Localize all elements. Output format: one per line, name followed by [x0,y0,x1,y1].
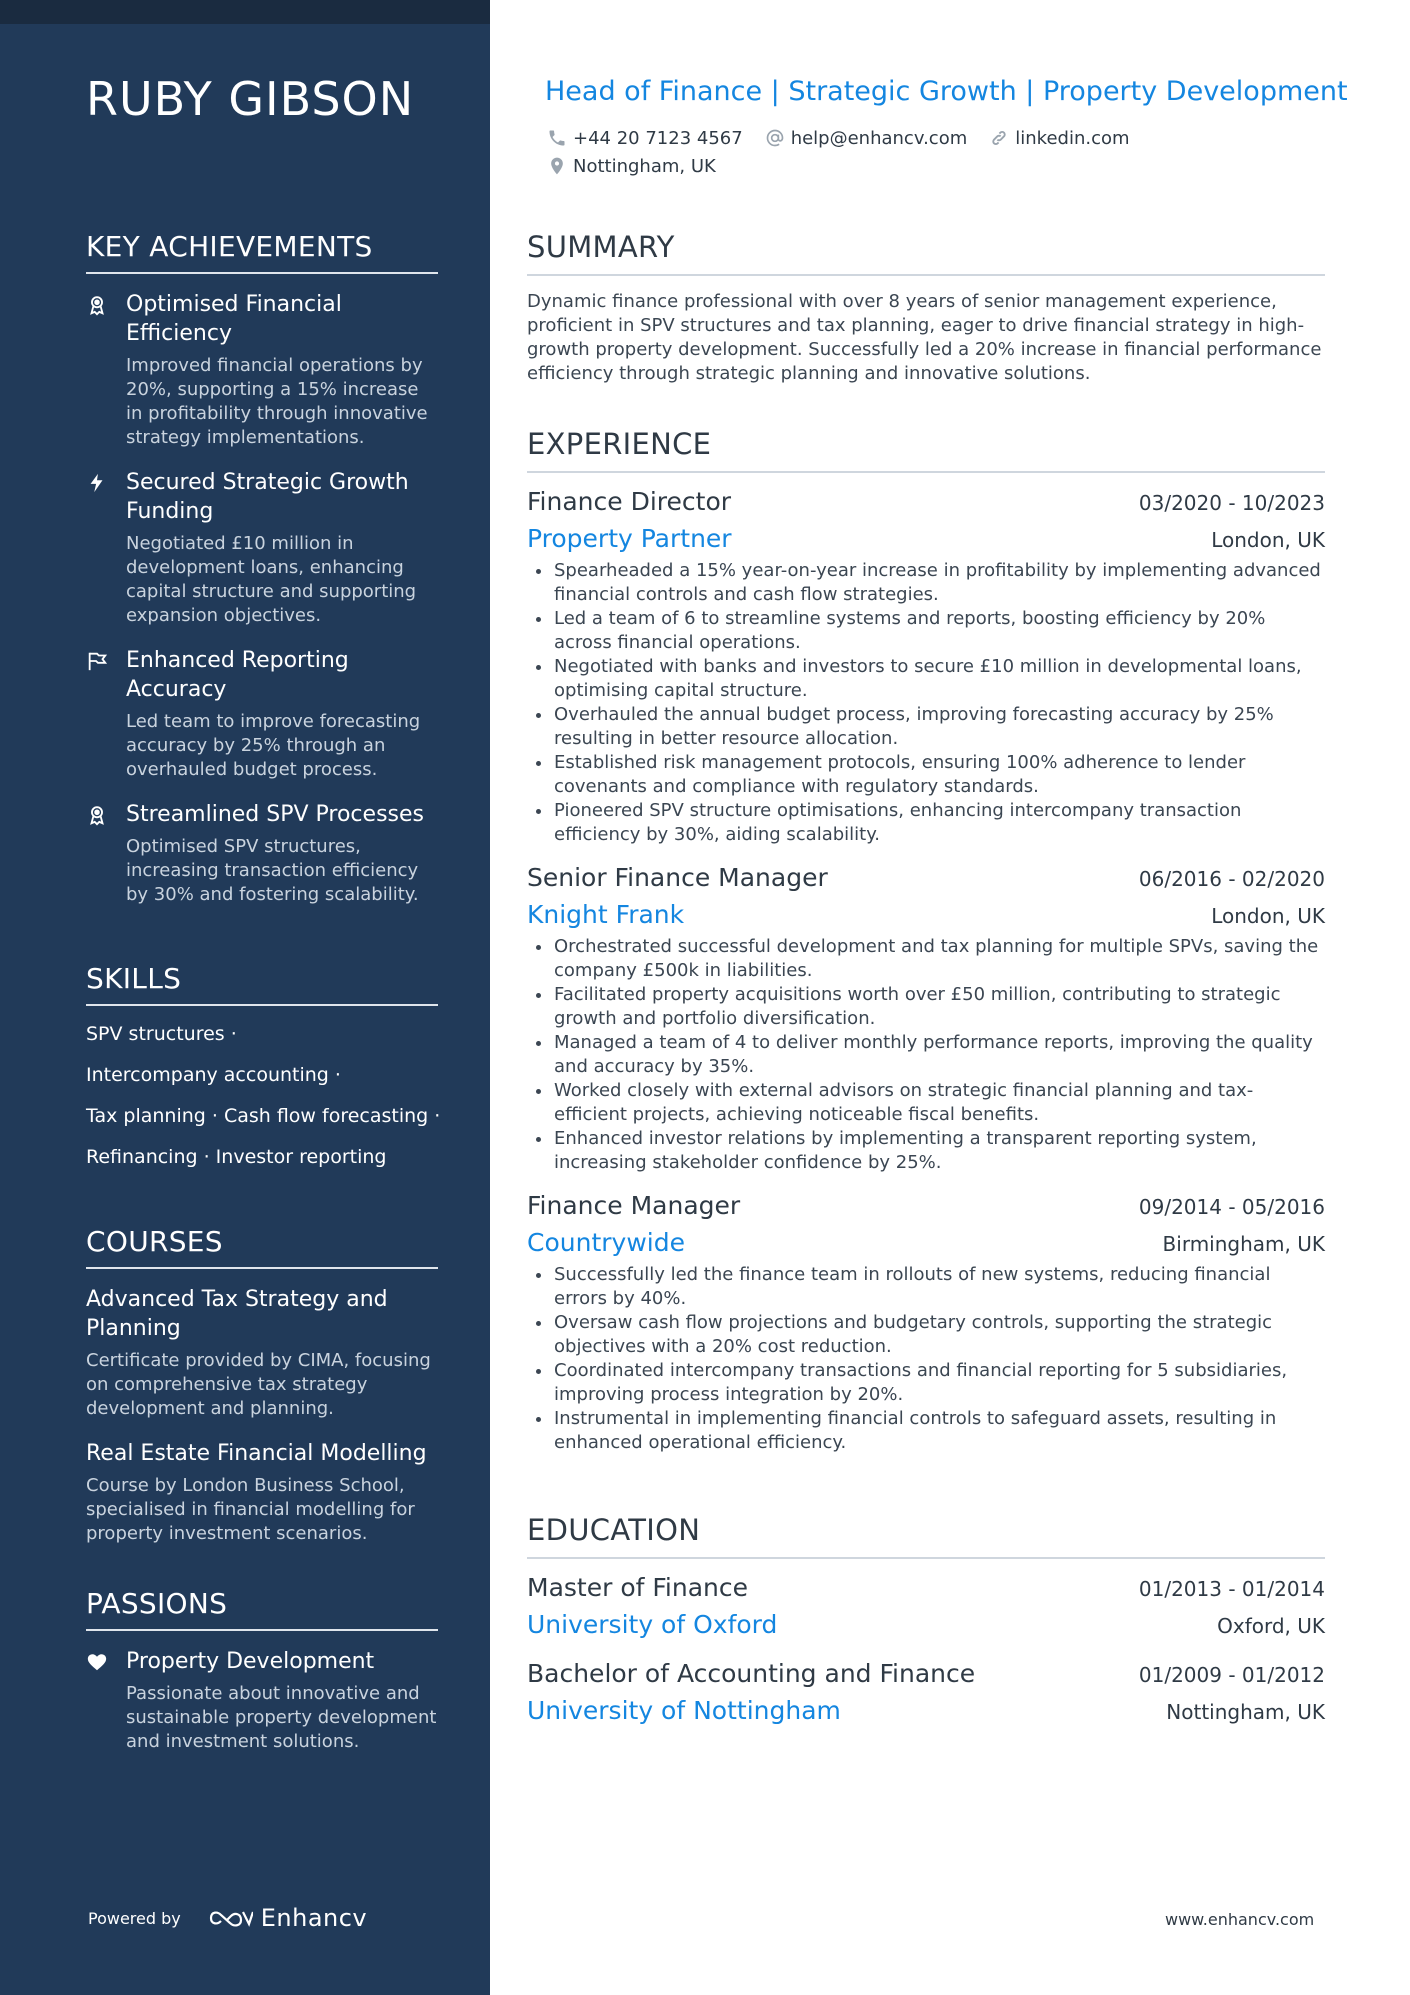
achievements-heading: KEY ACHIEVEMENTS [86,230,438,274]
job-dates: 06/2016 - 02/2020 [1138,867,1325,891]
achievement-title: Optimised Financial Efficiency [126,292,342,346]
sidebar [0,0,490,1995]
linkedin-contact[interactable] [989,128,1129,149]
contact-info [547,124,1327,180]
education-location: Nottingham, UK [1166,1700,1325,1724]
job-location: Birmingham, UK [1162,1232,1325,1256]
course-title: Real Estate Financial Modelling [86,1441,427,1466]
skill-line: Tax planning · Cash flow forecasting · [86,1105,441,1127]
experience-heading: EXPERIENCE [527,427,1325,473]
job-title: Senior Finance Manager [527,863,828,892]
skills-heading: SKILLS [86,962,438,1006]
candidate-name: RUBY GIBSON [86,72,415,126]
summary-heading: SUMMARY [527,230,1325,276]
location-text: Nottingham, UK [573,155,716,177]
skill-line: Intercompany accounting · [86,1064,341,1086]
achievement-item [86,290,438,450]
education-subheader [527,1696,1325,1725]
achievement-title: Enhanced Reporting Accuracy [126,648,349,702]
powered-by-label: Powered by [88,1908,181,1928]
achievement-item [86,800,438,907]
courses-section [86,1225,438,1564]
location-pin-icon [547,156,567,176]
school[interactable]: University of Oxford [527,1610,778,1639]
achievement-desc: Improved financial operations by 20%, supporting a 15% increase in profitability through innovative strategy implementations. [126,355,428,448]
sidebar-top-bar [0,0,490,24]
education-subheader [527,1610,1325,1639]
job-subheader [527,900,1325,929]
bullet-item: Orchestrated successful development and tax planning for multiple SPVs, saving the company £500k in liabilities. [527,935,1325,983]
degree: Bachelor of Accounting and Finance [527,1659,976,1688]
flag-icon [86,650,108,672]
bullet-item: Pioneered SPV structure optimisations, enhancing intercompany transaction efficiency by 30%, aiding scalability. [527,799,1325,847]
infinity-icon [207,1906,253,1930]
job-subheader [527,1228,1325,1257]
course-title: Advanced Tax Strategy and Planning [86,1287,388,1341]
passion-title: Property Development [126,1649,375,1674]
bullet-item: Negotiated with banks and investors to secure £10 million in developmental loans, optimising capital structure. [527,655,1325,703]
job-header [527,1191,1325,1220]
bullet-item: Established risk management protocols, ensuring 100% adherence to lender covenants and compliance with regulatory standards. [527,751,1325,799]
phone-contact[interactable] [547,128,743,149]
education-section [527,1513,1325,1745]
bullet-item: Facilitated property acquisitions worth over £50 million, contributing to strategic growth and portfolio diversification. [527,983,1325,1031]
job-location: London, UK [1211,528,1325,552]
bullet-item: Instrumental in implementing financial controls to safeguard assets, resulting in enhanced operational efficiency. [527,1407,1325,1455]
website-link[interactable]: www.enhancv.com [1165,1910,1315,1929]
education-header [527,1573,1325,1602]
linkedin-text: linkedin.com [1015,127,1130,149]
education-location: Oxford, UK [1217,1614,1325,1638]
course-item [86,1285,438,1421]
passions-section [86,1587,438,1772]
bullet-item: Led a team of 6 to streamline systems and reports, boosting efficiency by 20% across financial operations. [527,607,1325,655]
education-heading: EDUCATION [527,1513,1325,1559]
achievement-item [86,646,438,782]
contact-row [547,124,1327,152]
job-dates: 03/2020 - 10/2023 [1138,491,1325,515]
bullet-item: Oversaw cash flow projections and budgetary controls, supporting the strategic objectives with a 20% cost reduction. [527,1311,1325,1359]
courses-heading: COURSES [86,1225,438,1269]
bullet-item: Coordinated intercompany transactions and financial reporting for 5 subsidiaries, improving process integration by 20%. [527,1359,1325,1407]
job-entry [527,863,1325,1175]
job-title: Finance Manager [527,1191,741,1220]
email-text: help@enhancv.com [790,127,968,149]
job-entry [527,487,1325,847]
heart-icon [86,1651,108,1673]
passion-item [86,1647,438,1754]
job-header [527,863,1325,892]
course-desc: Course by London Business School, specialised in financial modelling for property investment scenarios. [86,1475,415,1544]
summary-text: Dynamic finance professional with over 8 years of senior management experience, proficient in SPV structures and tax planning, eager to drive financial strategy in high-growth property development. Successfully led a 20% increase in financial performance efficiency through strategic planning and innovative solutions. [527,291,1322,384]
job-title: Finance Director [527,487,732,516]
achievement-desc: Negotiated £10 million in development loans, enhancing capital structure and supporting expansion objectives. [126,533,417,626]
at-icon [765,128,785,148]
job-bullets [527,935,1325,1175]
summary-section [527,230,1325,386]
bullet-item: Overhauled the annual budget process, improving forecasting accuracy by 25% resulting in better resource allocation. [527,703,1325,751]
education-header [527,1659,1325,1688]
school[interactable]: University of Nottingham [527,1696,841,1725]
brand-name: Enhancv [260,1904,368,1932]
skills-section [86,962,441,1186]
job-entry [527,1191,1325,1455]
bullet-item: Successfully led the finance team in rollouts of new systems, reducing financial errors by 40%. [527,1263,1325,1311]
achievement-title: Streamlined SPV Processes [126,802,424,827]
bullet-item: Managed a team of 4 to deliver monthly performance reports, improving the quality and accuracy by 35%. [527,1031,1325,1079]
achievements-section [86,230,438,925]
education-entry [527,1573,1325,1639]
job-bullets [527,1263,1325,1455]
bullet-item: Spearheaded a 15% year-on-year increase in profitability by implementing advanced financial controls and cash flow strategies. [527,559,1325,607]
course-item [86,1439,438,1546]
course-desc: Certificate provided by CIMA, focusing on comprehensive tax strategy development and planning. [86,1350,431,1419]
bullet-item: Enhanced investor relations by implementing a transparent reporting system, increasing stakeholder confidence by 25%. [527,1127,1325,1175]
achievement-desc: Led team to improve forecasting accuracy by 25% through an overhauled budget process. [126,711,421,780]
powered-by [88,1904,367,1932]
link-icon [989,128,1009,148]
bullet-item: Worked closely with external advisors on strategic financial planning and tax-efficient projects, achieving noticeable fiscal benefits. [527,1079,1325,1127]
job-company[interactable]: Property Partner [527,524,732,553]
award-icon [86,294,108,316]
job-location: London, UK [1211,904,1325,928]
award-icon [86,804,108,826]
education-dates: 01/2009 - 01/2012 [1138,1663,1325,1687]
phone-text: +44 20 7123 4567 [573,127,743,149]
passion-desc: Passionate about innovative and sustainable property development and investment solutions. [126,1683,437,1752]
achievement-desc: Optimised SPV structures, increasing transaction efficiency by 30% and fostering scalability. [126,836,419,905]
education-dates: 01/2013 - 01/2014 [1138,1577,1325,1601]
skill-line: Refinancing · Investor reporting [86,1146,387,1168]
job-bullets [527,559,1325,847]
job-dates: 09/2014 - 05/2016 [1138,1195,1325,1219]
degree: Master of Finance [527,1573,749,1602]
job-company[interactable]: Countrywide [527,1228,685,1257]
job-subheader [527,524,1325,553]
location-contact [547,156,716,177]
achievement-item [86,468,438,628]
phone-icon [547,128,567,148]
education-entry [527,1659,1325,1725]
job-header [527,487,1325,516]
passions-heading: PASSIONS [86,1587,438,1631]
experience-section [527,427,1325,1471]
email-contact[interactable] [765,128,968,149]
brand-logo[interactable] [207,1904,367,1932]
skill-line: SPV structures · [86,1023,237,1045]
headline: Head of Finance | Strategic Growth | Property Development [545,76,1348,107]
achievement-title: Secured Strategic Growth Funding [126,470,409,524]
job-company[interactable]: Knight Frank [527,900,685,929]
contact-row [547,152,1327,180]
lightning-icon [86,472,108,494]
